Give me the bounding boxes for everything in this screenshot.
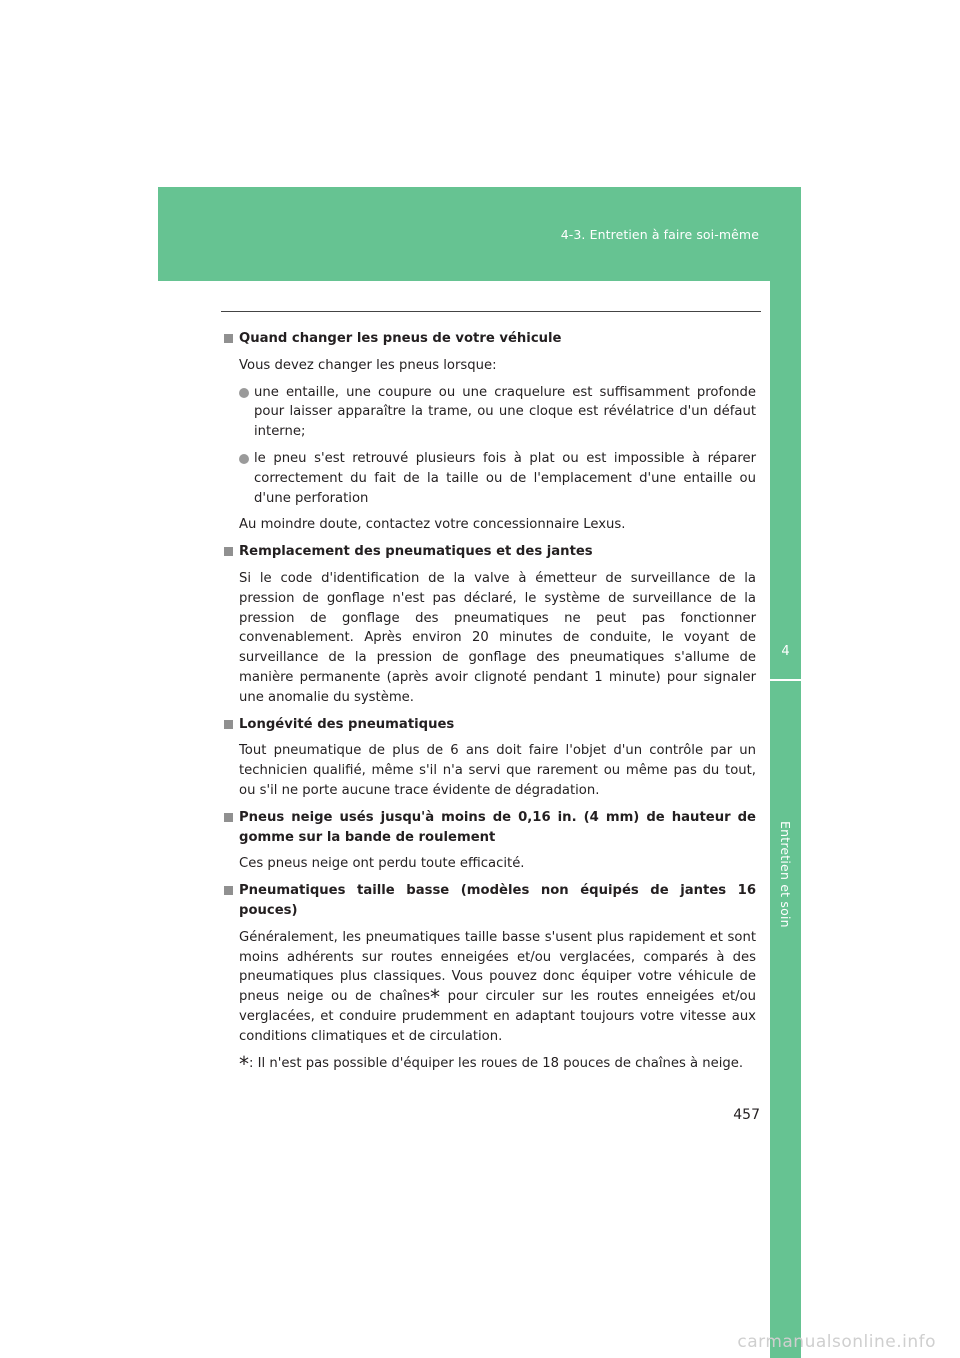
round-bullet-icon: [239, 388, 249, 398]
heading-text: Pneumatiques taille basse (modèles non équipés de jantes 16 pouces): [239, 883, 756, 918]
page-number: 457: [733, 1107, 760, 1123]
footnote: [221, 1051, 756, 1076]
list-item-text: une entaille, une coupure ou une craquelure est suffisamment profonde pour laisser apparaître la trame, ou une cloque est révélatrice d'un défaut interne;: [254, 384, 756, 440]
list-item-text: le pneu s'est retrouvé plusieurs fois à plat ou est impossible à réparer correctement du fait de la taille ou de l'emplacement d'une entaille ou d'une perforation: [254, 450, 756, 506]
paragraph: Tout pneumatique de plus de 6 ans doit faire l'objet d'un contrôle par un technicien qualifié, même s'il n'a servi que rarement ou même pas du tout, ou s'il ne porte aucune trace évidente de dégradation.: [239, 743, 756, 798]
square-bullet-icon: [224, 720, 233, 729]
round-bullet-icon: [239, 454, 249, 464]
paragraph-text: Généralement, les pneumatiques taille basse s'usent plus rapidement et sont moins adhérents sur routes enneigées et/ou verglacées, comparés à des pneumatiques plus classiques. Vous pouvez donc équiper votre véhicule de pneus neige ou de chaînes: [239, 929, 756, 1005]
page-body: [221, 329, 756, 1076]
watermark: [0, 1328, 960, 1358]
heading-text: Longévité des pneumatiques: [239, 716, 455, 732]
section-heading: [221, 881, 756, 921]
footnote-marker: *: [429, 985, 440, 1010]
heading-text: Quand changer les pneus de votre véhicule: [239, 331, 562, 346]
list-item: [221, 449, 756, 508]
section-heading: [221, 808, 756, 848]
square-bullet-icon: [224, 813, 233, 822]
square-bullet-icon: [224, 547, 233, 556]
section-title: 4-3. Entretien à faire soi-même: [560, 227, 759, 242]
heading-text: Pneus neige usés jusqu'à moins de 0,16 in. (4 mm) de hauteur de gomme sur la bande de roulement: [239, 809, 756, 845]
chapter-label: Entretien et soin: [778, 821, 793, 928]
paragraph: Au moindre doute, contactez votre concessionnaire Lexus.: [239, 517, 626, 533]
heading-text: Remplacement des pneumatiques et des jantes: [239, 544, 593, 560]
chapter-header-band: [158, 187, 801, 281]
square-bullet-icon: [224, 886, 233, 895]
chapter-number: 4: [781, 644, 790, 659]
square-bullet-icon: [224, 334, 233, 343]
chapter-tab-divider: [770, 679, 801, 681]
paragraph: Ces pneus neige ont perdu toute efficacité.: [239, 856, 525, 872]
footnote-text: : Il n'est pas possible d'équiper les roues de 18 pouces de chaînes à neige.: [249, 1055, 744, 1071]
chapter-side-tab: [770, 281, 801, 1358]
paragraph: Vous devez changer les pneus lorsque:: [239, 357, 497, 373]
section-heading: [221, 715, 756, 735]
footnote-marker: *: [239, 1051, 249, 1076]
section-heading: [221, 542, 756, 562]
paragraph-text: pour circuler sur les routes enneigées et/ou verglacées, et conduire prudemment en adaptant toujours votre vitesse aux conditions climatiques et de circulation.: [239, 989, 756, 1044]
paragraph: Si le code d'identification de la valve à émetteur de surveillance de la pression de gonflage n'est pas déclaré, le système de surveillance de la pression de gonflage des pneumatiques ne peut pas fonctionner convenablement. Après environ 20 minutes de conduite, le voyant de surveillance de la pression de gonflage des pneumatiques s'allume de manière permanente (après avoir clignoté pendant 1 minute) pour signaler une anomalie du système.: [239, 570, 756, 705]
watermark-text: carmanualsonline.info: [737, 1332, 936, 1352]
paragraph: [221, 928, 756, 1047]
section-heading: [221, 329, 756, 349]
top-rule: [221, 311, 761, 312]
list-item: [221, 383, 756, 442]
